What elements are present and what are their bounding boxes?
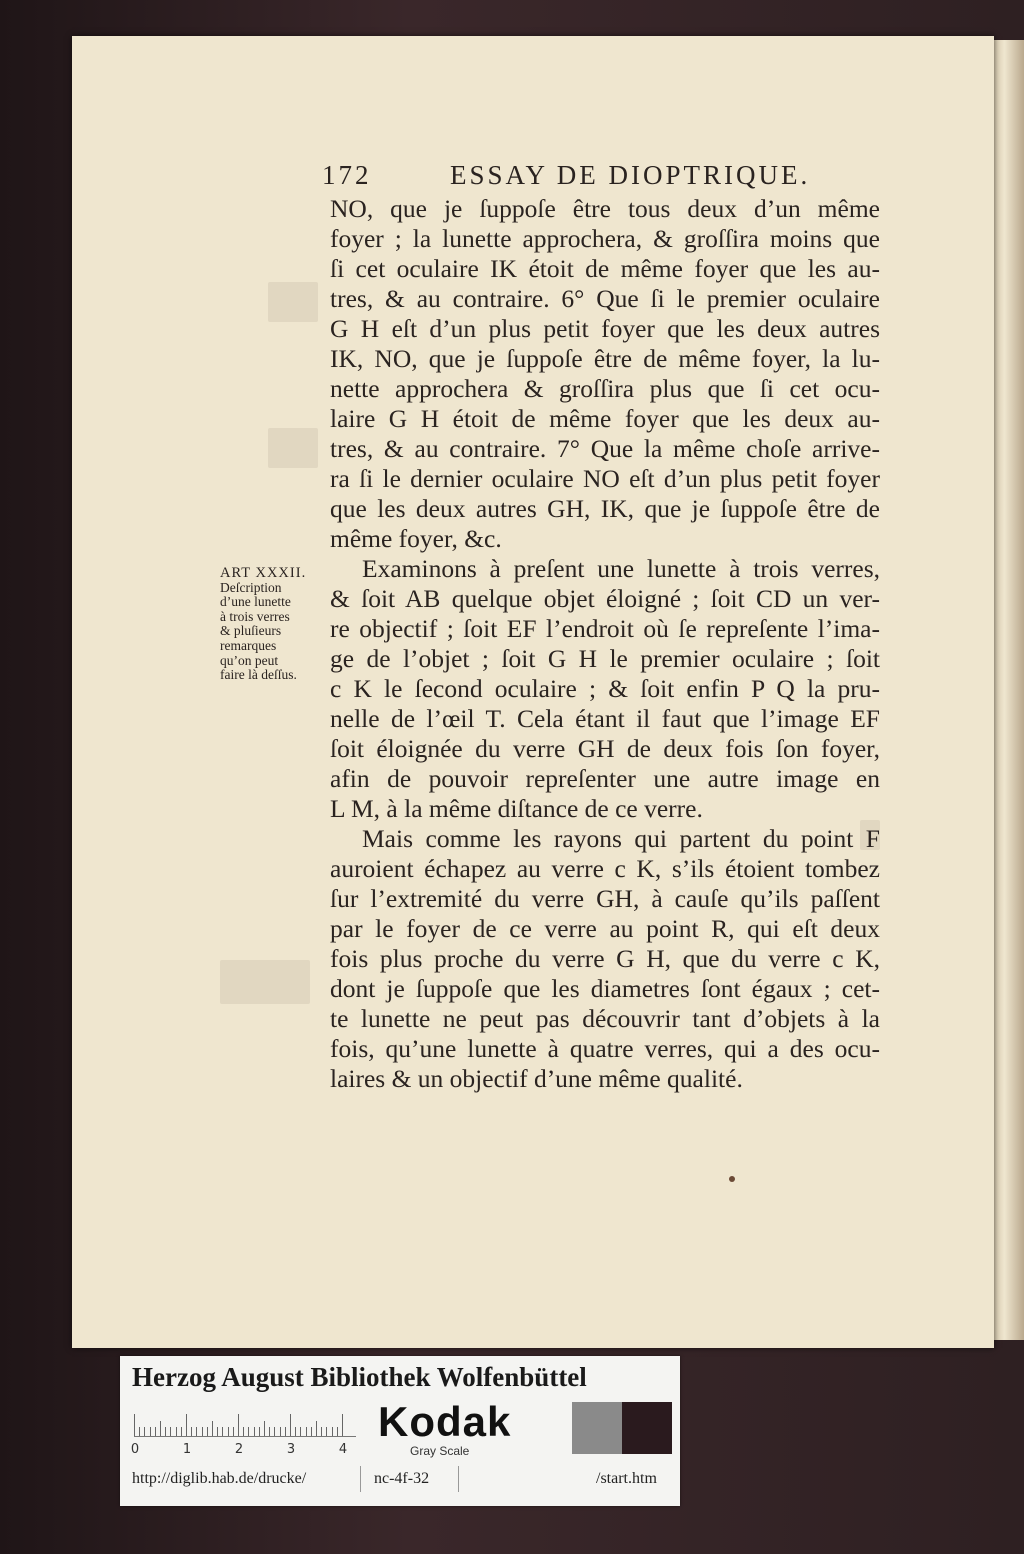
ruler-tick (217, 1427, 218, 1436)
ruler-tick (233, 1427, 234, 1436)
ruler-tick (280, 1427, 281, 1436)
text-line: foyer ; la lunette approchera, & groſſira moins que (330, 224, 880, 253)
ruler-tick (170, 1427, 171, 1436)
ruler-tick (243, 1427, 244, 1436)
text-line: nelle de l’œil T. Cela étant il faut que l’image EF (330, 704, 880, 733)
ruler-tick (321, 1427, 322, 1436)
ruler-tick (337, 1427, 338, 1436)
card-divider (458, 1466, 459, 1492)
ruler-tick (316, 1421, 317, 1436)
text-line: fois, qu’une lunette à quatre verres, qui a des ocu- (330, 1034, 880, 1063)
kodak-logo: Kodak (378, 1398, 512, 1445)
text-line: que les deux autres GH, IK, que je ſuppoſe être de (330, 494, 880, 523)
margin-article-number: ART XXXII. (220, 565, 307, 581)
text-line: te lunette ne peut pas découvrir tant d’objets à la (330, 1004, 880, 1033)
margin-note-line: Deſcription (220, 579, 282, 595)
card-url: http://diglib.hab.de/drucke/ (132, 1470, 307, 1487)
text-line: G H eſt d’un plus petit foyer que les deux autres (330, 314, 880, 343)
running-title: ESSAY DE DIOPTRIQUE. (450, 160, 811, 190)
margin-note-line: faire là deſſus. (220, 667, 297, 683)
text-line: laires & un objectif d’une même qualité. (330, 1064, 743, 1093)
ruler-number: 2 (234, 1442, 244, 1457)
ruler-tick (207, 1427, 208, 1436)
card-start: /start.htm (596, 1470, 657, 1487)
ruler-tick (259, 1427, 260, 1436)
ruler-tick (176, 1427, 177, 1436)
ruler-tick (191, 1427, 192, 1436)
card-shelfmark: nc-4f-32 (374, 1470, 430, 1487)
ruler-tick (326, 1427, 327, 1436)
margin-note-line: & pluſieurs (220, 623, 282, 639)
margin-note-line: remarques (220, 637, 277, 653)
text-line: ſi cet oculaire IK étoit de même foyer que les au- (330, 254, 880, 283)
ruler-tick (160, 1421, 161, 1436)
text-line: ſoit éloignée du verre GH de deux fois ſon foyer, (330, 734, 880, 763)
card-divider (360, 1466, 361, 1492)
gray-swatch-white (522, 1402, 572, 1454)
show-through-mark (268, 428, 318, 468)
text-line: re objectif ; ſoit EF l’endroit où ſe repreſente l’ima- (330, 614, 880, 643)
page-number: 172 (322, 160, 372, 190)
text-line: L M, à la même diſtance de ce verre. (330, 794, 703, 823)
margin-note-line: qu’on peut (220, 652, 279, 668)
ruler-tick (248, 1427, 249, 1436)
ruler-tick (238, 1414, 239, 1436)
ruler-tick (202, 1427, 203, 1436)
ruler-tick (332, 1427, 333, 1436)
text-line: dont je ſuppoſe que les diametres ſont égaux ; cet- (330, 974, 880, 1003)
text-line: NO, que je ſuppoſe être tous deux d’un même (330, 194, 880, 223)
next-page-edge (994, 40, 1024, 1340)
margin-note-line: d’une lunette (220, 594, 291, 610)
show-through-mark (268, 282, 318, 322)
text-line: IK, NO, que je ſuppoſe être de même foyer, la lu- (330, 344, 880, 373)
ruler-tick (311, 1427, 312, 1436)
ruler-tick (144, 1427, 145, 1436)
text-line: nette approchera & groſſira plus que ſi cet ocu- (330, 374, 880, 403)
text-line: afin de pouvoir repreſenter une autre image en (330, 764, 880, 793)
ruler-tick (150, 1427, 151, 1436)
gray-swatch-black (622, 1402, 672, 1454)
text-line: laire G H étoit de même foyer que les deux au- (330, 404, 880, 433)
text-line: ra ſi le dernier oculaire NO eſt d’un plus petit foyer (330, 464, 880, 493)
ruler-tick (222, 1427, 223, 1436)
ruler-tick (285, 1427, 286, 1436)
ruler-tick (212, 1421, 213, 1436)
gray-swatch-mid (572, 1402, 622, 1454)
ruler-tick (139, 1427, 140, 1436)
ruler-number: 4 (338, 1442, 348, 1457)
text-line: & ſoit AB quelque objet éloigné ; ſoit CD un ver- (330, 584, 880, 613)
ruler-tick (300, 1427, 301, 1436)
text-line: auroient échapez au verre c K, s’ils étoient tombez (330, 854, 880, 883)
ruler-tick (134, 1414, 135, 1436)
ruler-tick (155, 1427, 156, 1436)
text-line: Examinons à preſent une lunette à trois verres, (362, 554, 880, 583)
text-line: ge de l’objet ; ſoit G H le premier oculaire ; ſoit (330, 644, 880, 673)
text-line: tres, & au contraire. 6° Que ſi le premier oculaire (330, 284, 880, 313)
running-head (322, 160, 882, 194)
ruler-tick (269, 1427, 270, 1436)
text-line: Mais comme les rayons qui partent du point F (362, 824, 880, 853)
ruler-number: 1 (182, 1442, 192, 1457)
ruler-tick (196, 1427, 197, 1436)
ruler-tick (274, 1427, 275, 1436)
ruler-tick (254, 1427, 255, 1436)
text-line: fois plus proche du verre G H, que du verre c K, (330, 944, 880, 973)
margin-note-line: à trois verres (220, 608, 290, 624)
text-line: par le foyer de ce verre au point R, qui eſt deux (330, 914, 880, 943)
ruler-tick (165, 1427, 166, 1436)
ruler-tick (264, 1421, 265, 1436)
ruler-number: 3 (286, 1442, 296, 1457)
ruler-tick (342, 1414, 343, 1436)
ruler-tick (290, 1414, 291, 1436)
ruler-tick (295, 1427, 296, 1436)
ruler-tick (186, 1414, 187, 1436)
library-target-card (120, 1356, 680, 1506)
text-line: tres, & au contraire. 7° Que la même choſe arrive- (330, 434, 880, 463)
grayscale-label: Gray Scale (410, 1444, 470, 1458)
show-through-mark (220, 960, 310, 1004)
ink-spot (729, 1176, 735, 1182)
text-line: ſur l’extremité du verre GH, à cauſe qu’ils paſſent (330, 884, 880, 913)
ruler-tick (306, 1427, 307, 1436)
margin-note (220, 566, 322, 683)
text-line: c K le ſecond oculaire ; & ſoit enfin P Q la pru- (330, 674, 880, 703)
text-line: même foyer, &c. (330, 524, 502, 553)
ruler-tick (228, 1427, 229, 1436)
ruler-number: 0 (130, 1442, 140, 1457)
card-title: Herzog August Bibliothek Wolfenbüttel (132, 1362, 587, 1392)
ruler-tick (181, 1427, 182, 1436)
body-text (330, 194, 880, 1094)
scale-ruler (134, 1410, 356, 1437)
